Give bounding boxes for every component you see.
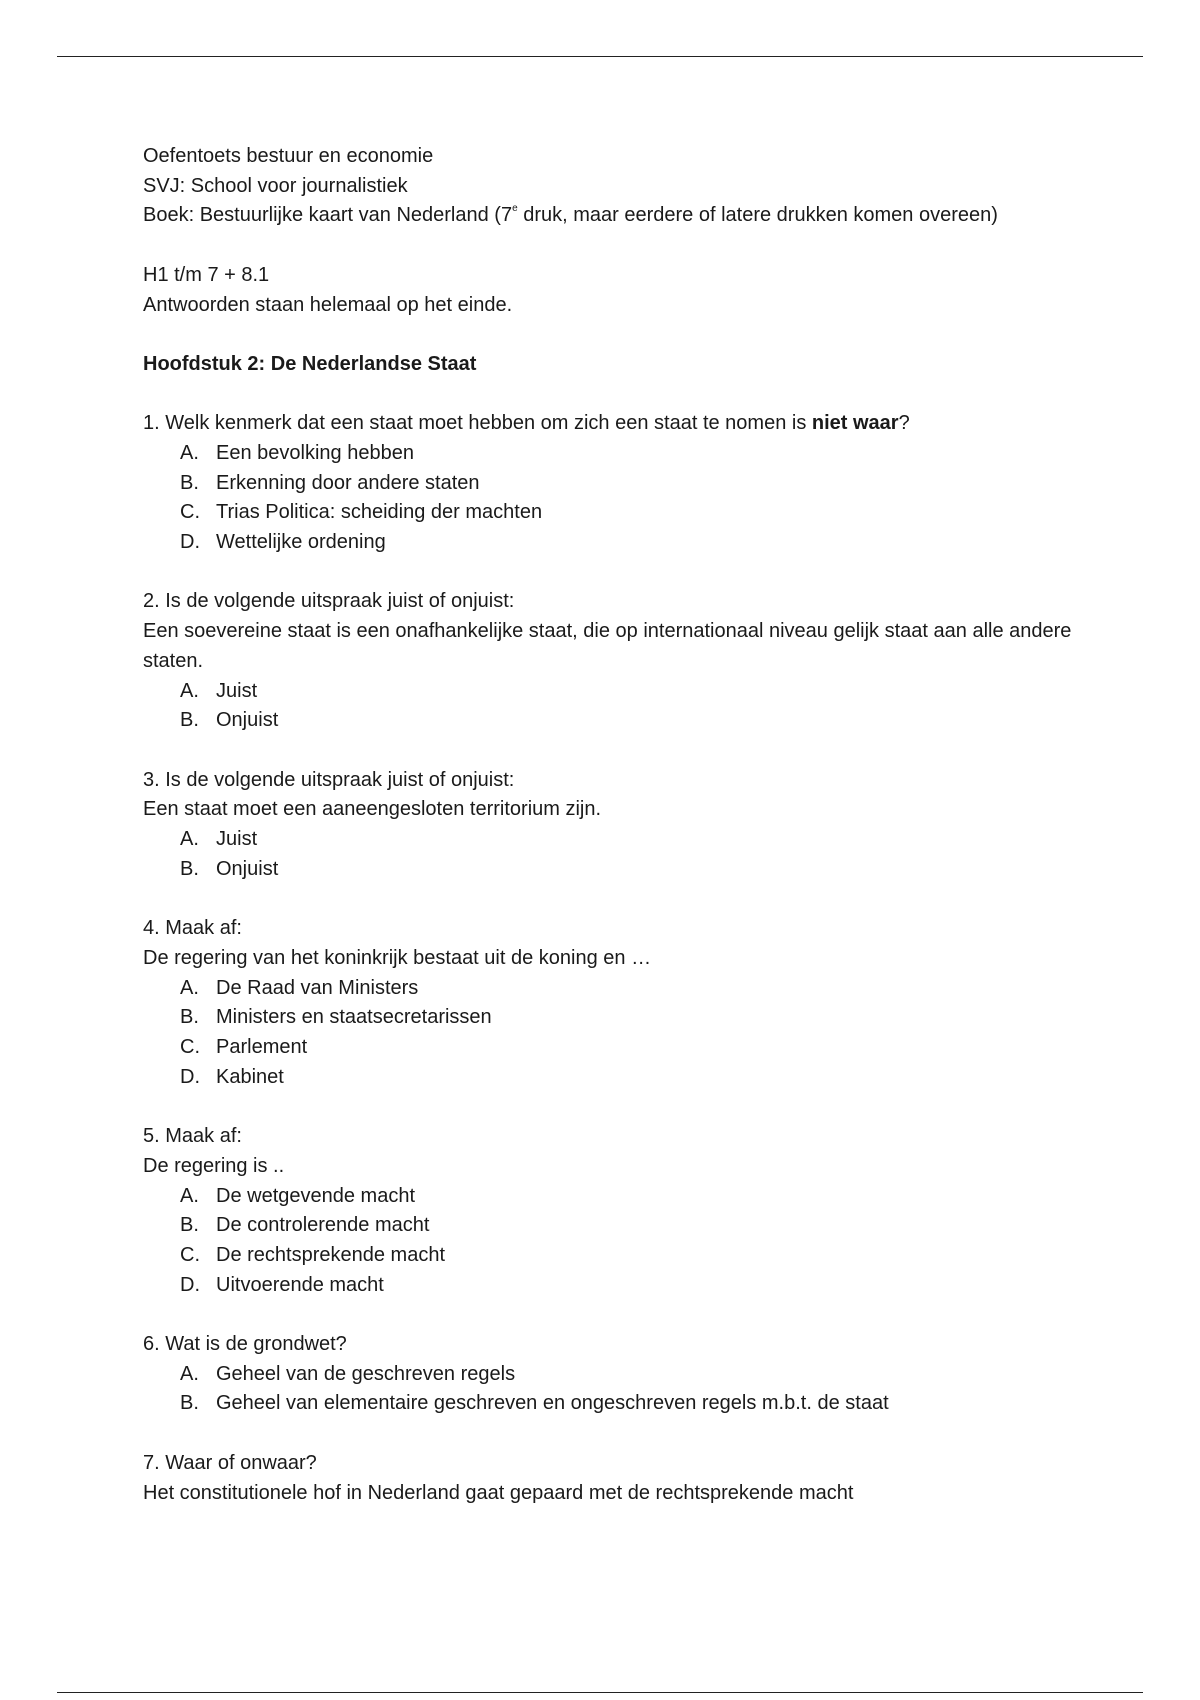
question-statement: De regering van het koninkrijk bestaat uit de koning en … xyxy=(143,946,652,969)
option-list xyxy=(143,974,1083,1093)
header-rule xyxy=(57,56,1143,57)
question-text: 5. Maak af: xyxy=(143,1125,242,1148)
doc-title: Oefentoets bestuur en economie xyxy=(143,145,434,167)
question-3 xyxy=(143,766,1083,885)
option-a[interactable]: A. Een bevolking hebben xyxy=(180,441,414,464)
edition-superscript: e xyxy=(512,203,518,215)
question-text: 7. Waar of onwaar? xyxy=(143,1451,317,1474)
question-statement: Het constitutionele hof in Nederland gaat gepaard met de rechtsprekende macht xyxy=(143,1481,854,1504)
question-statement: Een soevereine staat is een onafhankelijke staat, die op internationaal niveau gelijk staat aan alle andere staten. xyxy=(143,620,1072,672)
book-line: Boek: Bestuurlijke kaart van Nederland (7e druk, maar eerdere of latere drukken komen overeen) xyxy=(143,203,998,227)
option-d[interactable]: D. Wettelijke ordening xyxy=(180,531,386,554)
chapters-line: H1 t/m 7 + 8.1 xyxy=(143,263,270,286)
question-2 xyxy=(143,587,1083,736)
option-d[interactable]: D. Kabinet xyxy=(180,1065,284,1088)
question-statement: Een staat moet een aaneengesloten territorium zijn. xyxy=(143,798,602,821)
option-list xyxy=(143,825,1083,884)
question-7 xyxy=(143,1449,1083,1508)
answers-note: Antwoorden staan helemaal op het einde. xyxy=(143,293,513,316)
footer-rule xyxy=(57,1692,1143,1693)
option-b[interactable]: B. Onjuist xyxy=(180,857,279,880)
option-a[interactable]: A. Geheel van de geschreven regels xyxy=(180,1362,516,1385)
question-text: 4. Maak af: xyxy=(143,917,242,940)
question-text: 6. Wat is de grondwet? xyxy=(143,1333,347,1355)
option-list xyxy=(143,1182,1083,1301)
question-text: 1. Welk kenmerk dat een staat moet hebben om zich een staat te nomen is niet waar? xyxy=(143,412,910,435)
question-4 xyxy=(143,914,1083,1092)
option-a[interactable]: A. Juist xyxy=(180,828,258,851)
question-6 xyxy=(143,1330,1083,1419)
school-line: SVJ: School voor journalistiek xyxy=(143,174,408,197)
option-b[interactable]: B. Geheel van elementaire geschreven en ongeschreven regels m.b.t. de staat xyxy=(180,1392,889,1415)
document-body xyxy=(143,142,1083,1508)
option-b[interactable]: B. Onjuist xyxy=(180,709,279,732)
option-c[interactable]: C. Parlement xyxy=(180,1036,308,1058)
option-b[interactable]: B. Erkenning door andere staten xyxy=(180,471,480,494)
option-list xyxy=(143,1360,1083,1419)
option-b[interactable]: B. Ministers en staatsecretarissen xyxy=(180,1006,492,1029)
option-list xyxy=(143,677,1083,736)
section-heading: Hoofdstuk 2: De Nederlandse Staat xyxy=(143,352,477,375)
question-1 xyxy=(143,409,1083,558)
question-text: 3. Is de volgende uitspraak juist of onjuist: xyxy=(143,768,515,791)
option-a[interactable]: A. De wetgevende macht xyxy=(180,1184,416,1207)
option-c[interactable]: C. Trias Politica: scheiding der machten xyxy=(180,501,543,524)
question-5 xyxy=(143,1122,1083,1300)
option-d[interactable]: D. Uitvoerende macht xyxy=(180,1273,384,1296)
question-statement: De regering is .. xyxy=(143,1154,285,1177)
option-b[interactable]: B. De controlerende macht xyxy=(180,1214,430,1237)
option-c[interactable]: C. De rechtsprekende macht xyxy=(180,1243,446,1266)
option-list xyxy=(143,439,1083,558)
option-a[interactable]: A. De Raad van Ministers xyxy=(180,976,419,999)
question-text: 2. Is de volgende uitspraak juist of onjuist: xyxy=(143,590,515,613)
option-a[interactable]: A. Juist xyxy=(180,679,258,702)
